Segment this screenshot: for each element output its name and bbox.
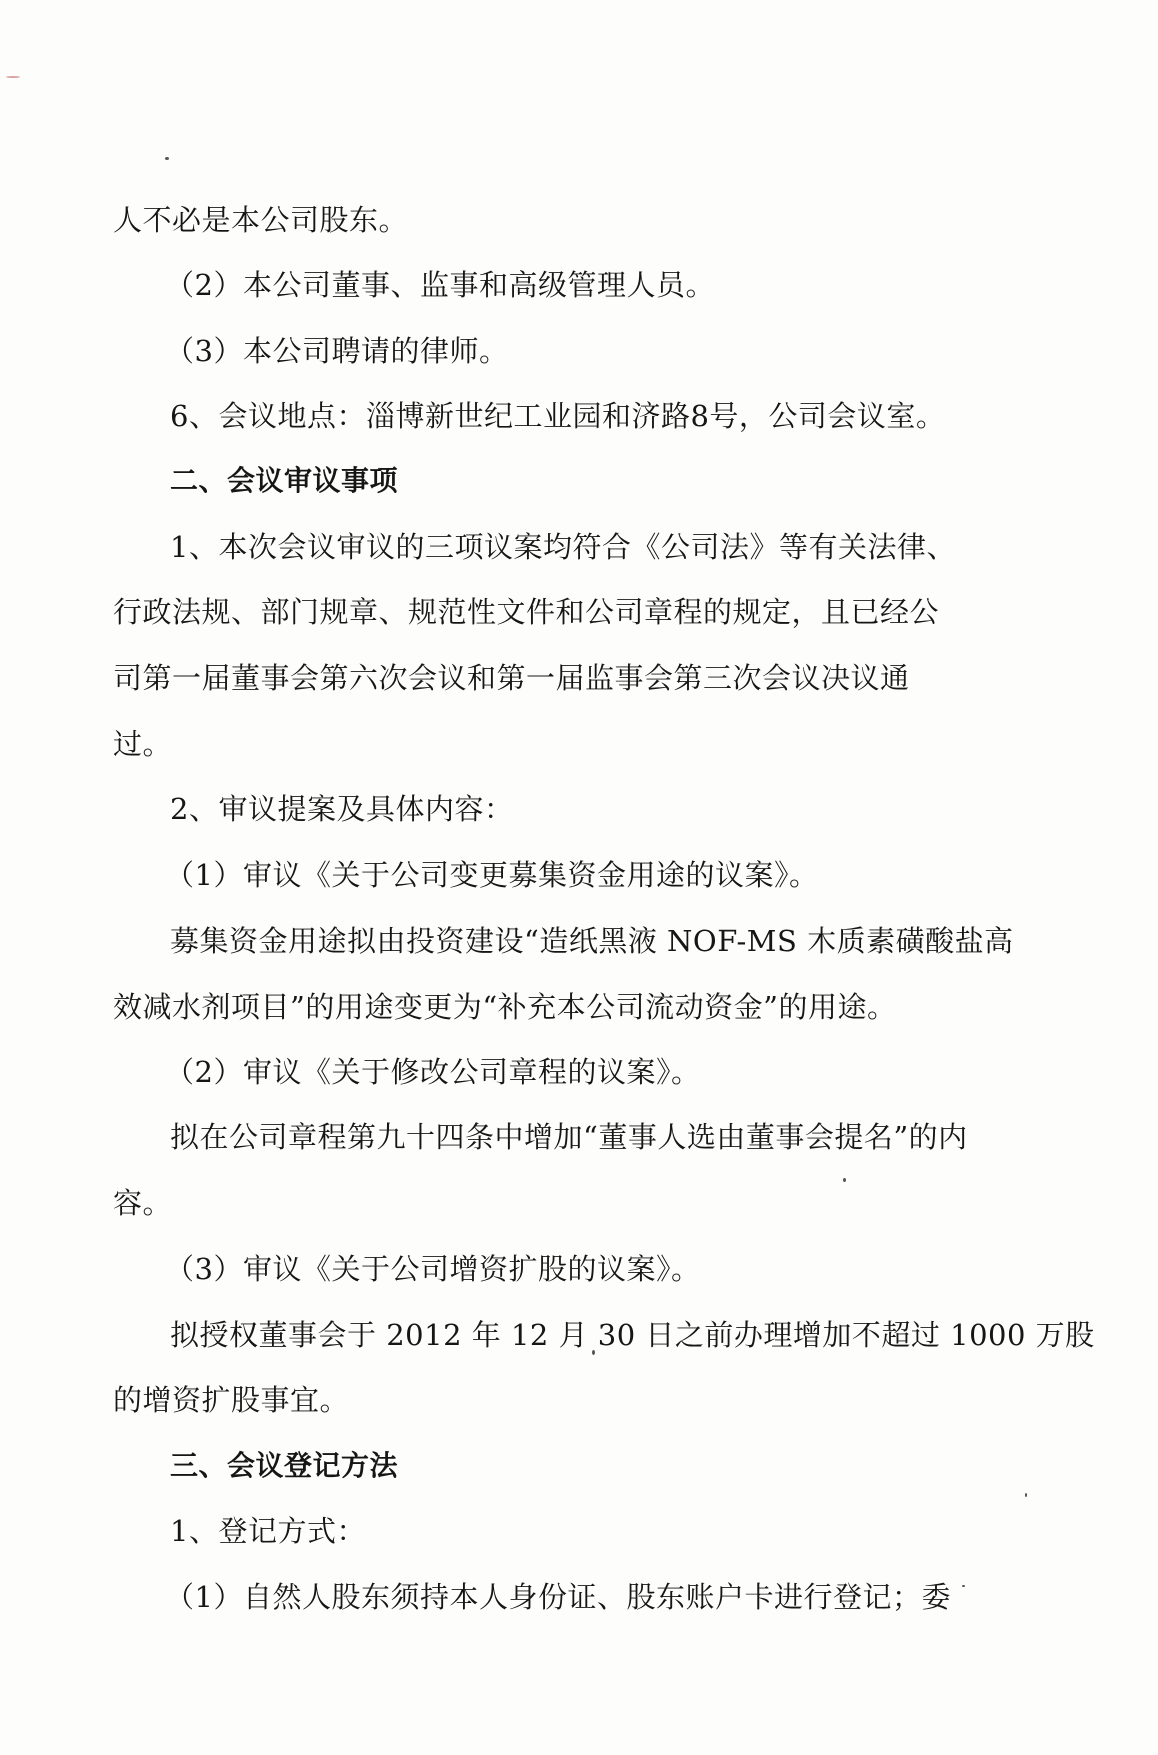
text-line: 行政法规、部门规章、规范性文件和公司章程的规定，且已经公: [113, 595, 940, 629]
text-line: 募集资金用途拟由投资建设“造纸黑液 NOF-MS 木质素磺酸盐高: [170, 924, 1014, 958]
text-line: （1）审议《关于公司变更募集资金用途的议案》。: [165, 858, 819, 892]
text-line: 1、登记方式：: [170, 1514, 366, 1548]
text-line: 效减水剂项目”的用途变更为“补充本公司流动资金”的用途。: [113, 990, 897, 1024]
text-line: 拟在公司章程第九十四条中增加“董事人选由董事会提名”的内: [170, 1120, 968, 1154]
scan-speck: [1025, 1493, 1027, 1497]
text-line: （2）本公司董事、监事和高级管理人员。: [165, 268, 715, 302]
text-line: 1、本次会议审议的三项议案均符合《公司法》等有关法律、: [170, 530, 956, 564]
text-line: 2、审议提案及具体内容：: [170, 792, 514, 826]
text-line: 拟授权董事会于 2012 年 12 月 30 日之前办理增加不超过 1000 万股: [170, 1318, 1095, 1352]
text-line: （2）审议《关于修改公司章程的议案》。: [165, 1055, 701, 1089]
scan-speck: [6, 76, 20, 78]
text-line: 容。: [113, 1186, 173, 1220]
section-heading: 三、会议登记方法: [170, 1449, 399, 1482]
text-line: （1）自然人股东须持本人身份证、股东账户卡进行登记；委: [165, 1580, 951, 1614]
scan-speck: [843, 1178, 846, 1182]
text-line: （3）本公司聘请的律师。: [165, 334, 509, 368]
text-line: 人不必是本公司股东。: [113, 203, 409, 237]
scan-speck: [165, 157, 169, 160]
scan-speck: [962, 1585, 965, 1587]
text-line: 6、会议地点：淄博新世纪工业园和济路8号，公司会议室。: [170, 399, 946, 433]
section-heading: 二、会议审议事项: [170, 464, 399, 497]
text-line: 过。: [113, 727, 173, 761]
text-line: 司第一届董事会第六次会议和第一届监事会第三次会议决议通: [113, 661, 910, 695]
text-line: （3）审议《关于公司增资扩股的议案》。: [165, 1252, 701, 1286]
text-line: 的增资扩股事宜。: [113, 1383, 350, 1417]
